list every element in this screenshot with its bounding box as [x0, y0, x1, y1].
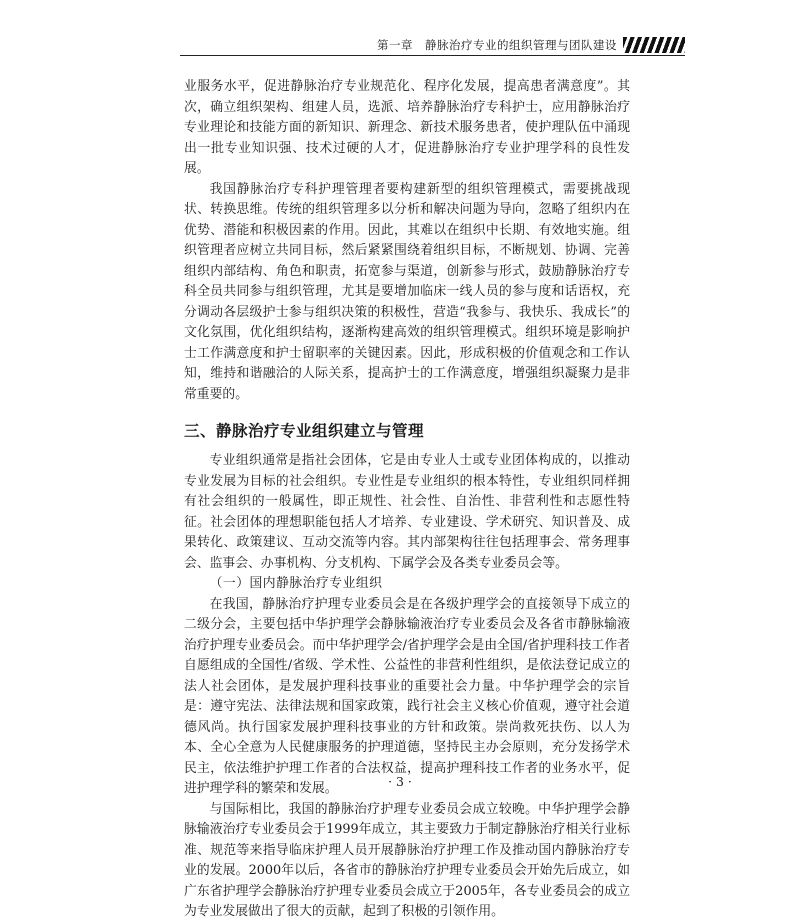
- header-stripe-decoration: [623, 37, 685, 53]
- page-number: · 3 ·: [388, 774, 412, 789]
- paragraph-domestic-organization: 在我国，静脉治疗护理专业委员会是在各级护理学会的直接领导下成立的二级分会，主要包括中华护理学会静脉输液治疗专业委员会及各省市静脉输液治疗护理专业委员会。而中华护理学会/省护理学会是由全国/省护理科技工作者自愿组成的全国性/省级、学术性、公益性的非营利性组织，是依法登记成立的法人社会团体，是发展护理科技事业的重要社会力量。中华护理学会的宗旨是：遵守宪法、法律法规和国家政策，践行社会主义核心价值观，遵守社会道德风尚。执行国家发展护理科技事业的方针和政策。崇尚救死扶伤、以人为本、全心全意为人民健康服务的护理道德，坚持民主办会原则，充分发扬学术民主，依法维护护理工作者的合法权益，提高护理科技工作者的业务水平，促进护理学科的繁荣和发展。: [184, 596, 630, 796]
- page-body: [184, 77, 630, 923]
- paragraph-international-comparison: 与国际相比，我国的静脉治疗护理专业委员会成立较晚。中华护理学会静脉输液治疗专业委员会于1999年成立，其主要致力于制定静脉治疗相关行业标准、规范等来指导临床护理人员开展静脉治疗护理工作及推动国内静脉治疗专业的发展。2000年以后，各省市的静脉治疗护理专业委员会开始先后成立，如广东省护理学会静脉治疗护理专业委员会成立于2005年，各专业委员会的成立为专业发展做出了很大的贡献，起到了积极的引领作用。: [184, 801, 630, 919]
- paragraph-management-model: 我国静脉治疗专科护理管理者要构建新型的组织管理模式，需要挑战现状、转换思维。传统的组织管理多以分析和解决问题为导向，忽略了组织内在优势、潜能和积极因素的作用。因此，其难以在组织中长期、有效地实施。组织管理者应树立共同目标，然后紧紧围绕着组织目标，不断规划、协调、完善组织内部结构、角色和职责，拓宽参与渠道，创新参与形式，鼓励静脉治疗专科全员共同参与组织管理，尤其是要增加临床一线人员的参与度和话语权，充分调动各层级护士参与组织决策的积极性，营造“我参与、我快乐、我成长”的文化氛围，优化组织结构，逐渐构建高效的组织管理模式。组织环境是影响护士工作满意度和护士留职率的关键因素。因此，形成积极的价值观念和工作认知，维持和谐融洽的人际关系，提高护士的工作满意度，增强组织凝聚力是非常重要的。: [184, 181, 630, 402]
- running-header: [180, 36, 685, 54]
- header-rule: [180, 55, 685, 56]
- subsection-heading: （一）国内静脉治疗专业组织: [209, 576, 383, 591]
- section-heading: 三、静脉治疗专业组织建立与管理: [184, 422, 425, 440]
- paragraph-section-intro: 专业组织通常是指社会团体，它是由专业人士或专业团体构成的，以推动专业发展为目标的社会组织。专业性是专业组织的根本特性，专业组织同样拥有社会组织的一般属性，即正规性、社会性、自治性、非营利性和志愿性特征。社会团体的理想职能包括人才培养、专业建设、学术研究、知识普及、成果转化、政策建议、互动交流等内容。其内部架构往往包括理事会、常务理事会、监事会、办事机构、分支机构、下属学会及各类专业委员会等。: [184, 453, 630, 571]
- chapter-title: 第一章 静脉治疗专业的组织管理与团队建设: [377, 38, 617, 52]
- paragraph-continuation: 业服务水平，促进静脉治疗专业规范化、程序化发展，提高患者满意度”。其次，确立组织架构、组建人员，选派、培养静脉治疗专科护士，应用静脉治疗专业理论和技能方面的新知识、新理念、新技术服务患者，使护理队伍中涌现出一批专业知识强、技术过硬的人才，促进静脉治疗专业护理学科的良性发展。: [184, 79, 630, 176]
